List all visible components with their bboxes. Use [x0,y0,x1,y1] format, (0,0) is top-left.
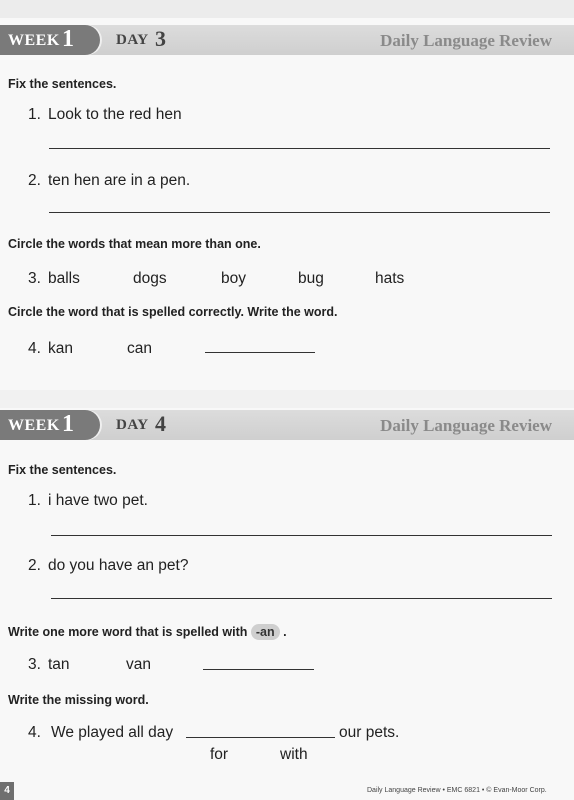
instruction-spelled-with [8,624,287,640]
page-top-edge [0,0,574,18]
week-tab [0,25,100,55]
question-number: 3. [28,270,41,287]
answer-line[interactable] [186,737,335,738]
answer-line[interactable] [49,148,550,149]
word-choice[interactable]: balls [48,270,80,287]
word-choice[interactable]: bug [298,270,324,287]
day-number: 3 [155,26,166,51]
instruction-text: Write one more word that is spelled with [8,625,248,639]
answer-line[interactable] [49,212,550,213]
section-divider [0,390,574,408]
word-choice[interactable]: with [280,746,308,763]
sentence-text: ten hen are in a pen. [48,172,191,189]
week-label: WEEK [8,417,60,434]
instruction-missing-word: Write the missing word. [8,693,149,707]
sentence-text: i have two pet. [48,492,148,509]
section2-header [0,410,574,440]
word-choice[interactable]: boy [221,270,246,287]
day-label: DAY [116,32,149,48]
week-number: 1 [62,411,74,437]
day-label: DAY [116,417,149,433]
example-word: van [126,656,151,673]
footer-credit: Daily Language Review • EMC 6821 • © Evan-Moor Corp. [367,787,547,794]
sentence-text: We played all day [51,724,174,741]
word-choice[interactable]: for [210,746,229,763]
question-number: 4. [28,340,41,357]
answer-line[interactable] [205,352,315,353]
word-choice[interactable]: dogs [133,270,167,287]
sentence-text: do you have an pet? [48,557,189,574]
instruction-spelled-correctly: Circle the word that is spelled correctly. Write the word. [8,305,338,319]
review-title: Daily Language Review [380,31,552,50]
instruction-fix-sentences: Fix the sentences. [8,463,117,477]
sentence-text: Look to the red hen [48,106,182,123]
answer-line[interactable] [51,535,552,536]
question-number: 2. [28,172,41,189]
word-choice[interactable]: hats [375,270,405,287]
instruction-fix-sentences: Fix the sentences. [8,77,117,91]
instruction-period: . [283,625,287,639]
word-choice[interactable]: can [127,340,152,357]
answer-line[interactable] [203,669,314,670]
question-number: 2. [28,557,41,574]
page-number: 4 [0,782,14,800]
review-title: Daily Language Review [380,416,552,435]
section1-header [0,25,574,55]
word-family-badge: -an [251,624,280,640]
day-number: 4 [155,411,166,436]
week-number: 1 [62,26,74,52]
question-number: 1. [28,106,41,123]
week-label: WEEK [8,32,60,49]
answer-line[interactable] [51,598,552,599]
example-word: tan [48,656,70,673]
word-choice[interactable]: kan [48,340,73,357]
question-number: 1. [28,492,41,509]
question-number: 4. [28,724,41,741]
week-tab [0,410,100,440]
sentence-text: our pets. [339,724,400,741]
instruction-circle-plural: Circle the words that mean more than one. [8,237,261,251]
question-number: 3. [28,656,41,673]
